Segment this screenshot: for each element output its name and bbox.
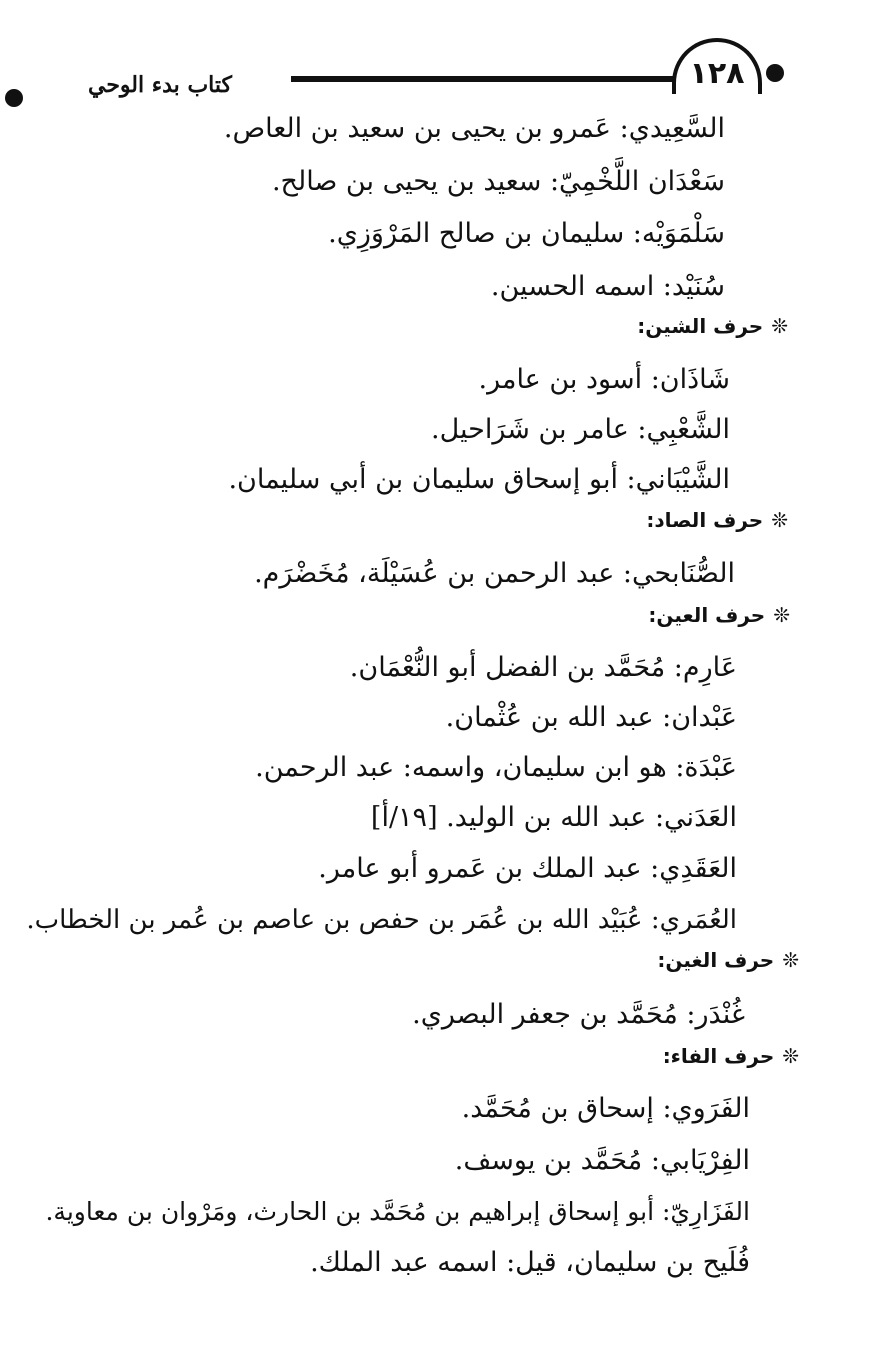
entry: الشَّيْبَاني: أبو إسحاق سليمان بن أبي سليمان. xyxy=(228,464,730,495)
header-left-dot-ornament xyxy=(5,89,23,107)
entry: العَدَني: عبد الله بن الوليد. [١٩/أ] xyxy=(370,802,737,833)
entry: سُنَيْد: اسمه الحسين. xyxy=(490,271,725,302)
page-header xyxy=(0,0,885,120)
section-heading-fa xyxy=(663,1041,799,1071)
section-heading-sad xyxy=(646,505,788,535)
section-heading-label: حرف الشين: xyxy=(637,314,764,338)
entry: السَّعِيدي: عَمرو بن يحيى بن سعيد بن العاص. xyxy=(223,113,725,144)
entry: سَلْمَوَيْه: سليمان بن صالح المَرْوَزِي. xyxy=(328,218,725,249)
header-right-dot-ornament xyxy=(766,64,784,82)
entry: الشَّعْبِي: عامر بن شَرَاحيل. xyxy=(431,414,730,445)
section-heading-label: حرف العين: xyxy=(648,603,766,627)
entry: عَبْدان: عبد الله بن عُثْمان. xyxy=(445,702,737,733)
entry: الصُّنَابحي: عبد الرحمن بن عُسَيْلَة، مُخَضْرَم. xyxy=(254,558,735,589)
asterisk-flower-icon: ❊ xyxy=(782,1044,799,1068)
entry: عَبْدَة: هو ابن سليمان، واسمه: عبد الرحمن. xyxy=(255,752,737,783)
entry: العَقَدِي: عبد الملك بن عَمرو أبو عامر. xyxy=(318,853,737,884)
section-heading-label: حرف الصاد: xyxy=(646,508,764,532)
entry: عَارِم: مُحَمَّد بن الفضل أبو النُّعْمَان. xyxy=(349,652,737,683)
asterisk-flower-icon: ❊ xyxy=(771,314,788,338)
section-heading-label: حرف الفاء: xyxy=(662,1044,775,1068)
running-title: كتاب بدء الوحي xyxy=(88,72,232,98)
asterisk-flower-icon: ❊ xyxy=(771,508,788,532)
entry: الفَزَارِيّ: أبو إسحاق إبراهيم بن مُحَمَّد بن الحارث، ومَرْوان بن معاوية. xyxy=(45,1197,750,1226)
section-heading-ayn xyxy=(648,600,790,630)
entry: فُلَيح بن سليمان، قيل: اسمه عبد الملك. xyxy=(310,1247,750,1278)
entry: سَعْدَان اللَّخْمِيّ: سعيد بن يحيى بن صالح. xyxy=(271,166,725,197)
entry: العُمَري: عُبَيْد الله بن عُمَر بن حفص بن عاصم بن عُمر بن الخطاب. xyxy=(26,905,737,935)
header-rule xyxy=(291,76,677,82)
entry: غُنْدَر: مُحَمَّد بن جعفر البصري. xyxy=(412,999,745,1030)
section-heading-label: حرف الغين: xyxy=(657,948,775,972)
asterisk-flower-icon: ❊ xyxy=(782,948,799,972)
page-number: ١٢٨ xyxy=(689,56,745,91)
entry: الفِرْيَابي: مُحَمَّد بن يوسف. xyxy=(454,1145,750,1176)
entry: شَاذَان: أسود بن عامر. xyxy=(478,364,730,395)
page-number-frame xyxy=(672,38,762,94)
section-heading-shin xyxy=(637,311,788,341)
entry: الفَرَوي: إسحاق بن مُحَمَّد. xyxy=(461,1093,750,1124)
section-heading-ghayn xyxy=(657,945,799,975)
asterisk-flower-icon: ❊ xyxy=(773,603,790,627)
